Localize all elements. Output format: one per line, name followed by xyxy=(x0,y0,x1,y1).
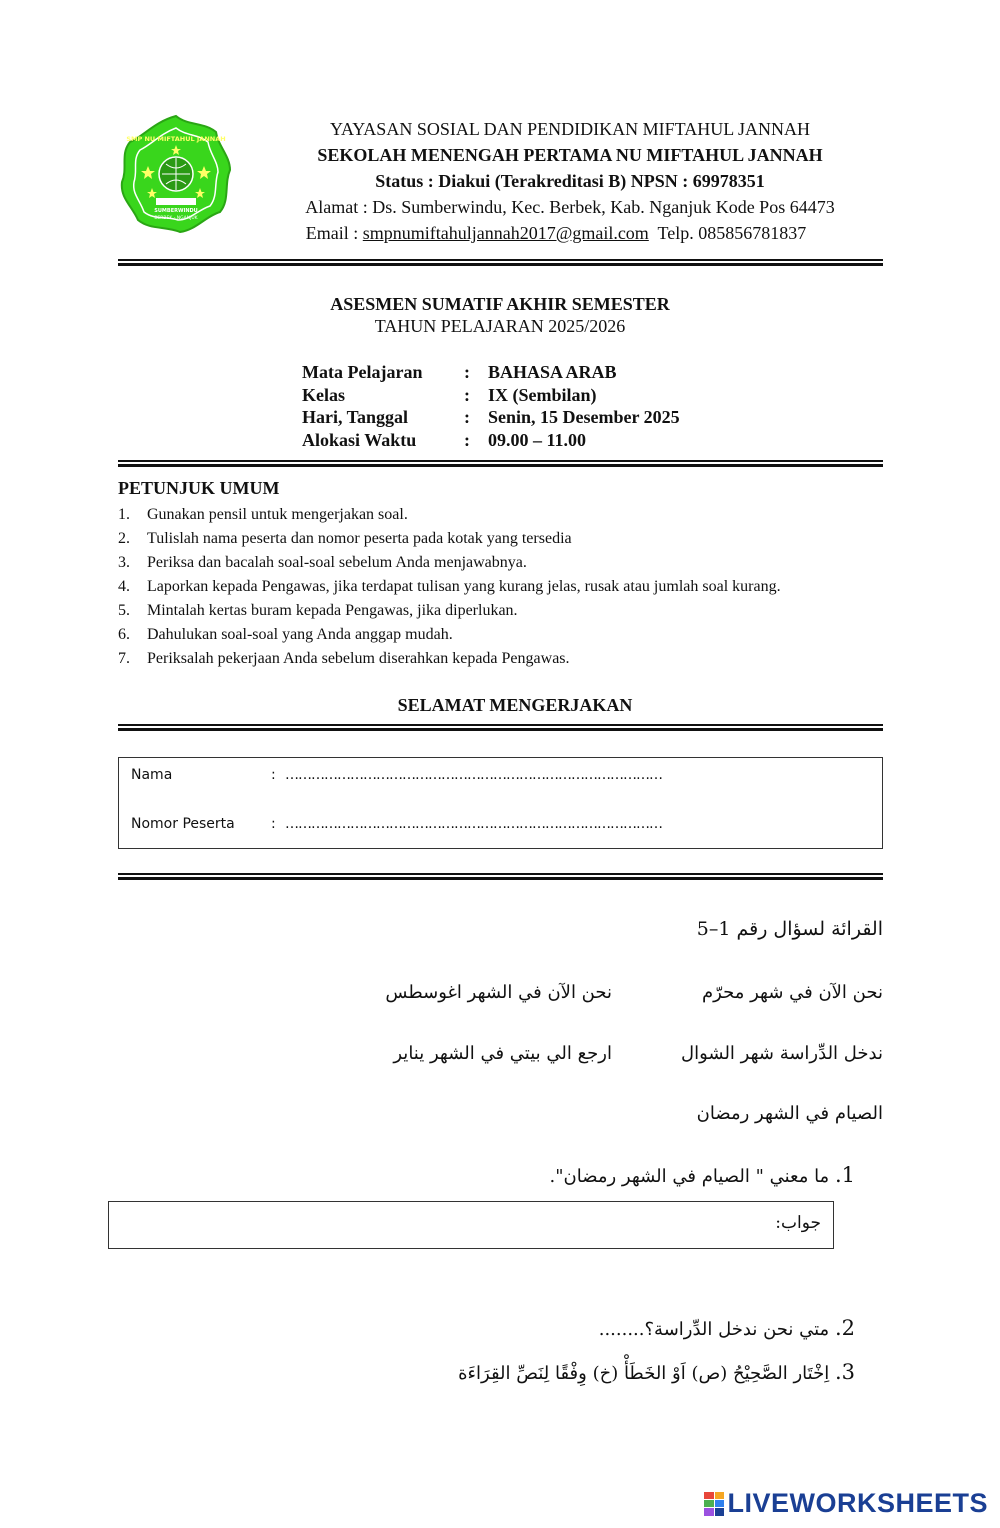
reading-line: ندخل الدِّراسة شهر الشوال xyxy=(681,1043,883,1064)
question-number: 2. xyxy=(834,1316,855,1340)
liveworksheets-icon xyxy=(704,1492,724,1516)
question-number: 1. xyxy=(834,1163,855,1187)
phone: Telp. 085856781837 xyxy=(648,223,807,243)
info-colon: : xyxy=(464,384,470,405)
instruction-text: Gunakan pensil untuk mengerjakan soal. xyxy=(147,506,408,523)
info-value: 09.00 – 11.00 xyxy=(488,429,587,450)
info-label: Alokasi Waktu xyxy=(302,429,417,450)
instruction-text: Laporkan kepada Pengawas, jika terdapat tulisan yang kurang jelas, rusak atau jumlah soal kurang. xyxy=(147,578,781,595)
school-status: Status : Diakui (Terakreditasi B) NPSN : 69978351 xyxy=(375,171,765,191)
number-field[interactable]: …………………………………………………………………………… xyxy=(285,816,662,832)
school-address: Alamat : Ds. Sumberwindu, Kec. Berbek, Kab. Nganjuk Kode Pos 64473 xyxy=(305,197,835,217)
info-rule-thin xyxy=(118,460,883,462)
greeting-rule-thin xyxy=(118,724,883,726)
school-contact xyxy=(226,220,886,246)
instruction-text: Periksalah pekerjaan Anda sebelum diserahkan kepada Pengawas. xyxy=(147,650,570,667)
info-row xyxy=(302,406,680,429)
name-row xyxy=(131,767,662,783)
info-value: BAHASA ARAB xyxy=(488,362,617,382)
info-label: Hari, Tanggal xyxy=(302,407,409,428)
email-link[interactable]: smpnumiftahuljannah2017@gmail.com xyxy=(362,223,649,243)
list-item: 1. Gunakan pensil untuk mengerjakan soal. xyxy=(118,503,781,527)
identity-rule-thin xyxy=(118,873,883,875)
question-text: متي نحن ندخل الدِّراسة؟........ xyxy=(598,1319,830,1340)
identity-rule-thick xyxy=(118,877,883,880)
instructions-heading: PETUNJUK UMUM xyxy=(118,478,280,498)
instruction-text: Tulislah nama peserta dan nomor peserta pada kotak yang tersedia xyxy=(147,530,572,547)
info-colon: : xyxy=(464,362,470,382)
exam-title: ASESMEN SUMATIF AKHIR SEMESTER xyxy=(330,294,670,314)
reading-heading: القرائة لسؤال رقم 1–5 xyxy=(696,918,883,940)
liveworksheets-text: LIVEWORKSHEETS xyxy=(727,1488,988,1518)
instruction-text: Dahulukan soal-soal yang Anda anggap mudah. xyxy=(147,626,453,643)
exam-year: TAHUN PELAJARAN 2025/2026 xyxy=(374,316,626,336)
question-1 xyxy=(550,1163,855,1187)
list-item: 5. Mintalah kertas buram kepada Pengawas, jika diperlukan. xyxy=(118,599,781,623)
reading-line: الصيام في الشهر رمضان xyxy=(696,1103,883,1124)
list-item: 6. Dahulukan soal-soal yang Anda anggap mudah. xyxy=(118,623,781,647)
name-label: Nama xyxy=(131,767,173,783)
svg-text:SUMBERWINDU: SUMBERWINDU xyxy=(154,208,198,214)
reading-line: نحن الآن في الشهر اغوسطس xyxy=(385,982,612,1003)
list-item: 2. Tulislah nama peserta dan nomor peserta pada kotak yang tersedia xyxy=(118,527,781,551)
greeting-rule-thick xyxy=(118,728,883,731)
list-item: 4. Laporkan kepada Pengawas, jika terdapat tulisan yang kurang jelas, rusak atau jumlah soal kurang. xyxy=(118,575,781,599)
svg-text:SMP NU MIFTAHUL JANNAH: SMP NU MIFTAHUL JANNAH xyxy=(126,135,226,143)
exam-info xyxy=(302,361,680,451)
greeting: SELAMAT MENGERJAKAN xyxy=(397,695,633,715)
question-text: ما معني " الصيام في الشهر رمضان". xyxy=(549,1166,830,1187)
reading-line: ارجع الي بيتي في الشهر يناير xyxy=(393,1043,612,1064)
reading-line: نحن الآن في شهر محرّم xyxy=(702,982,883,1003)
svg-text:BERBEK - NGANJUK: BERBEK - NGANJUK xyxy=(154,216,198,221)
info-colon: : xyxy=(464,429,470,450)
info-colon: : xyxy=(464,407,470,428)
foundation-name: YAYASAN SOSIAL DAN PENDIDIKAN MIFTAHUL JANNAH xyxy=(329,119,811,139)
instructions-list xyxy=(118,503,781,671)
info-row xyxy=(302,429,680,452)
question-2 xyxy=(599,1316,855,1340)
name-field[interactable]: …………………………………………………………………………… xyxy=(285,767,662,783)
header-rule-thin xyxy=(118,259,883,261)
info-value: IX (Sembilan) xyxy=(488,384,597,405)
identity-box xyxy=(118,757,883,849)
instruction-text: Mintalah kertas buram kepada Pengawas, jika diperlukan. xyxy=(147,602,518,619)
header-rule-thick xyxy=(118,263,883,266)
question-text: اِخْتَار الصَّحِيْحُ (ص) اَوْ الخَطَأْ (خ) وِفْقًا لِنَصِّ القِرَاءَة xyxy=(458,1363,830,1384)
number-label: Nomor Peserta xyxy=(131,816,235,832)
info-row xyxy=(302,361,680,384)
question-3 xyxy=(458,1360,855,1384)
school-name: SEKOLAH MENENGAH PERTAMA NU MIFTAHUL JANNAH xyxy=(317,145,823,165)
instruction-text: Periksa dan bacalah soal-soal sebelum Anda menjawabnya. xyxy=(147,554,527,571)
liveworksheets-watermark xyxy=(704,1488,988,1519)
info-value: Senin, 15 Desember 2025 xyxy=(488,407,680,428)
question-number: 3. xyxy=(834,1360,855,1384)
info-row xyxy=(302,384,680,407)
number-colon: : xyxy=(271,816,276,832)
school-logo xyxy=(116,112,236,238)
info-label: Kelas xyxy=(302,384,345,405)
list-item: 3. Periksa dan bacalah soal-soal sebelum Anda menjawabnya. xyxy=(118,551,781,575)
answer-box[interactable] xyxy=(108,1201,834,1249)
name-colon: : xyxy=(271,767,276,783)
number-row xyxy=(131,816,662,832)
email-label: Email : xyxy=(305,223,363,243)
list-item: 7. Periksalah pekerjaan Anda sebelum diserahkan kepada Pengawas. xyxy=(118,647,781,671)
info-rule-thick xyxy=(118,464,883,467)
answer-label: جواب: xyxy=(775,1213,821,1233)
info-label: Mata Pelajaran xyxy=(302,362,423,382)
